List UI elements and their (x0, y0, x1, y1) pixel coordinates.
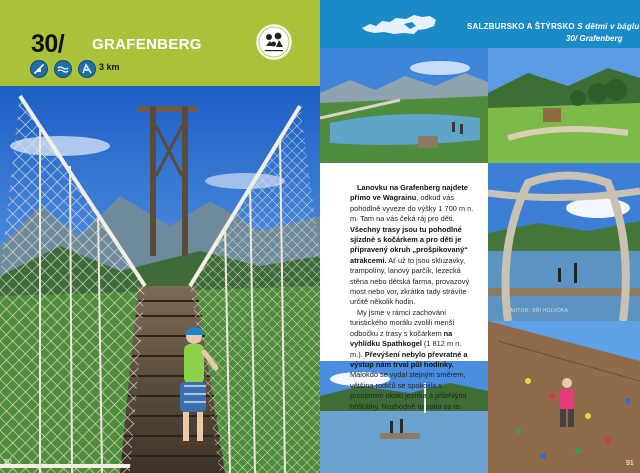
right-page (320, 0, 640, 473)
text-run: na vyhlídku Spathkogel (350, 328, 453, 349)
text-run: My jsme v rámci zachování turistického morálu zvolili menší odbočku z trasy s kočárkem (350, 307, 455, 338)
page-number-right: 91 (626, 460, 634, 467)
text-run: Málokdo se vydal stejným směrem, většina rodičů se spokojila s prostorem okolo jezírka a přilehlými hřišťátky. Rozhodně to stálo za to. (350, 370, 467, 411)
series-name: S dětmi v báglu (577, 22, 640, 31)
suspension-bridge-photo (0, 86, 320, 473)
family-logo-icon (257, 25, 291, 59)
text-run: Lanovku na Grafenberg najdete přímo ve Wagrainu (350, 183, 468, 203)
section-subtitle: 30/ Grafenberg (566, 34, 623, 43)
text-run: , odkud vás pohodlně vyveze do výšky 1 700 m n. m. Tam na vás čeká ráj pro děti. (350, 193, 474, 224)
article-body (350, 183, 476, 412)
rope-lake-photo (488, 163, 640, 321)
playground-photo (488, 48, 640, 163)
paragraph-1 (350, 183, 476, 308)
cable-car-icon (30, 60, 48, 78)
lake-bridge-photo (320, 48, 488, 163)
text-run: Všechny trasy jsou tu pohodlné sjízdné s kočárkem a pro děti je připravený okruh „prošpikovaný“ atrakcemi. (350, 224, 468, 265)
text-run: (1 812 m n. m.). (350, 339, 462, 359)
text-run: Ať už to jsou skluzavky, trampolíny, lanový parčík, lezecká stěna nebo dětská farma, provazový most nebo vor, zkrátka tady strávíte určitě několik hodin. (350, 255, 470, 307)
distance-label: 3 km (99, 62, 120, 72)
region-name: SALZBURSKO A ŠTÝRSKO (467, 22, 575, 31)
photo-credit: AUTOR: JIŘÍ HOLVOKA (510, 308, 569, 314)
page-number-left: 90 (4, 459, 12, 466)
route-number: 30/ (31, 30, 65, 58)
activity-icons (30, 60, 96, 78)
text-run: Převýšení nebylo převratné a výstup nám trval půl hodinky. (350, 349, 468, 369)
water-icon (54, 60, 72, 78)
region-heading (467, 22, 639, 31)
series-logo (256, 24, 292, 60)
paragraph-2 (350, 308, 476, 412)
playground-icon (78, 60, 96, 78)
climbing-wall-photo (488, 321, 640, 473)
page-title: GRAFENBERG (92, 36, 202, 53)
austria-map-icon (360, 12, 440, 38)
